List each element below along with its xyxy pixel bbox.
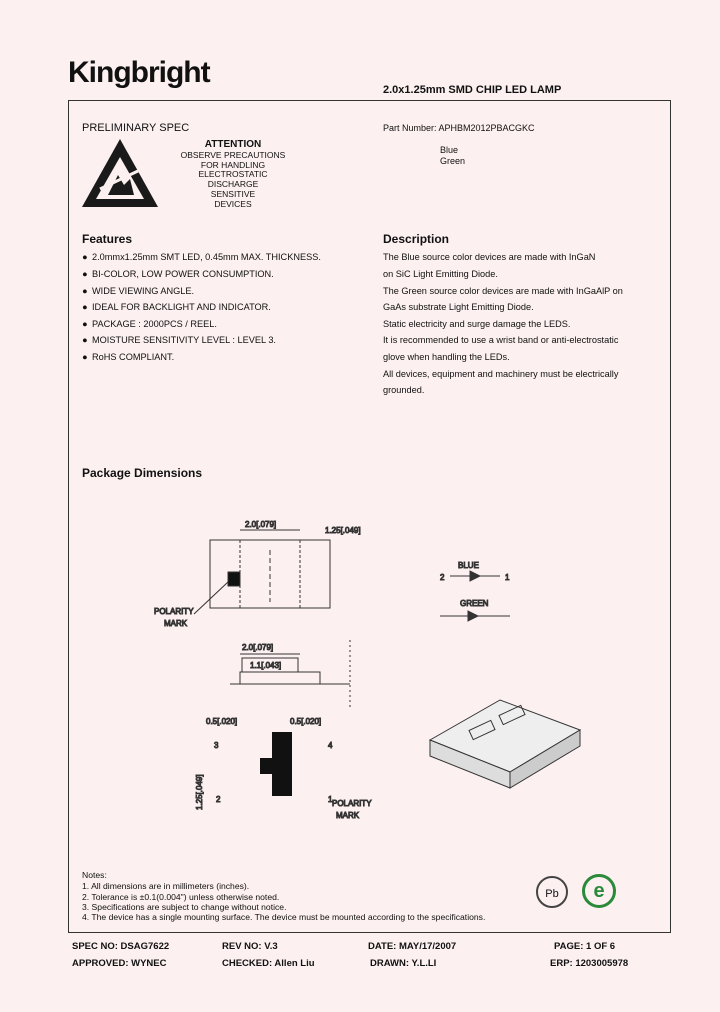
- package-3d-view: [430, 700, 580, 788]
- pin-label: 1: [328, 795, 333, 804]
- drawn-by: DRAWN: Y.L.LI: [370, 958, 437, 969]
- dim-label: 1.1[.043]: [250, 661, 282, 670]
- rev-no: REV NO: V.3: [222, 941, 278, 952]
- mark-label: MARK: [336, 811, 360, 820]
- preliminary-label: PRELIMINARY SPEC: [82, 122, 190, 134]
- dim-label: 1.25[.049]: [195, 774, 204, 810]
- note-item: 4. The device has a single mounting surface. The device must be mounted according to the specifications.: [82, 912, 486, 922]
- description-line: on SiC Light Emitting Diode.: [383, 269, 498, 279]
- lead-free-icon: [536, 876, 568, 908]
- circuit-label: BLUE: [458, 561, 479, 570]
- part-number: Part Number: APHBM2012PBACGKC: [383, 123, 535, 133]
- rohs-e-text: e: [593, 880, 605, 902]
- feature-item: ● MOISTURE SENSITIVITY LEVEL : LEVEL 3.: [82, 335, 276, 345]
- rohs-e-icon: [582, 874, 616, 908]
- lead-free-text: Pb: [545, 888, 559, 900]
- bottom-view: [195, 717, 372, 820]
- feature-item: ● RoHS COMPLIANT.: [82, 352, 175, 362]
- dim-label: 2.0[.079]: [242, 643, 274, 652]
- attention-line: DISCHARGE: [207, 179, 259, 190]
- note-item: 3. Specifications are subject to change without notice.: [82, 902, 287, 912]
- spec-no: SPEC NO: DSAG7622: [72, 941, 170, 952]
- attention-line: SENSITIVE: [210, 188, 256, 199]
- erp-number: ERP: 1203005978: [550, 958, 629, 969]
- dim-label: 1.25[.049]: [325, 526, 361, 535]
- feature-item: ● WIDE VIEWING ANGLE.: [82, 286, 195, 296]
- attention-line: FOR HANDLING: [200, 159, 266, 170]
- attention-line: ELECTROSTATIC: [198, 169, 268, 180]
- description-line: All devices, equipment and machinery must be electrically: [383, 369, 619, 379]
- features-heading: Features: [82, 232, 133, 246]
- esd-warning-icon: [78, 135, 162, 213]
- page-number: PAGE: 1 OF 6: [554, 941, 616, 952]
- dim-label: 0.5[.020]: [206, 717, 238, 726]
- pin-label: 4: [328, 741, 333, 750]
- polarity-label: POLARITY: [332, 799, 372, 808]
- color-green: Green: [440, 156, 466, 166]
- description-heading: Description: [383, 232, 450, 246]
- description-line: glove when handling the LEDs.: [383, 352, 510, 362]
- attention-line: DEVICES: [214, 198, 252, 209]
- pin-label: 2: [216, 795, 221, 804]
- attention-line: OBSERVE PRECAUTIONS: [180, 150, 286, 160]
- attention-title: ATTENTION: [204, 139, 262, 150]
- dim-label: 2.0[.079]: [245, 520, 277, 529]
- note-item: 2. Tolerance is ±0.1(0.004") unless otherwise noted.: [82, 892, 280, 902]
- feature-item: ● 2.0mmx1.25mm SMT LED, 0.45mm MAX. THICKNESS.: [82, 252, 321, 262]
- feature-item: ● BI-COLOR, LOW POWER CONSUMPTION.: [82, 269, 274, 279]
- mark-label: MARK: [164, 619, 188, 628]
- polarity-label: POLARITY: [154, 607, 194, 616]
- side-view: [230, 640, 350, 710]
- attention-text: [171, 151, 295, 209]
- package-dimensions-heading: Package Dimensions: [82, 466, 203, 480]
- checked-by: CHECKED: Allen Liu: [222, 958, 315, 969]
- approved-by: APPROVED: WYNEC: [72, 958, 167, 969]
- description-line: GaAs substrate Light Emitting Diode.: [383, 302, 534, 312]
- top-view: [154, 520, 361, 628]
- document-title: 2.0x1.25mm SMD CHIP LED LAMP: [383, 84, 562, 96]
- description-line: Static electricity and surge damage the LEDS.: [383, 319, 571, 329]
- package-drawing: [150, 510, 590, 840]
- circuit-diagram: [440, 561, 510, 621]
- pin-label: 1: [505, 573, 510, 582]
- date: DATE: MAY/17/2007: [368, 941, 457, 952]
- description-line: grounded.: [383, 385, 425, 395]
- color-blue: Blue: [440, 145, 459, 155]
- feature-item: ● IDEAL FOR BACKLIGHT AND INDICATOR.: [82, 302, 271, 312]
- description-line: The Green source color devices are made with InGaAlP on: [383, 286, 623, 296]
- feature-item: ● PACKAGE : 2000PCS / REEL.: [82, 319, 217, 329]
- note-item: 1. All dimensions are in millimeters (inches).: [82, 881, 250, 891]
- color-list: [440, 145, 465, 167]
- brand-logo: Kingbright: [68, 56, 210, 89]
- description-line: It is recommended to use a wrist band or anti-electrostatic: [383, 335, 619, 345]
- dim-label: 0.5[.020]: [290, 717, 322, 726]
- description-line: The Blue source color devices are made with InGaN: [383, 252, 596, 262]
- pin-label: 2: [440, 573, 445, 582]
- circuit-label: GREEN: [460, 599, 489, 608]
- notes-title: Notes:: [82, 870, 107, 880]
- pin-label: 3: [214, 741, 219, 750]
